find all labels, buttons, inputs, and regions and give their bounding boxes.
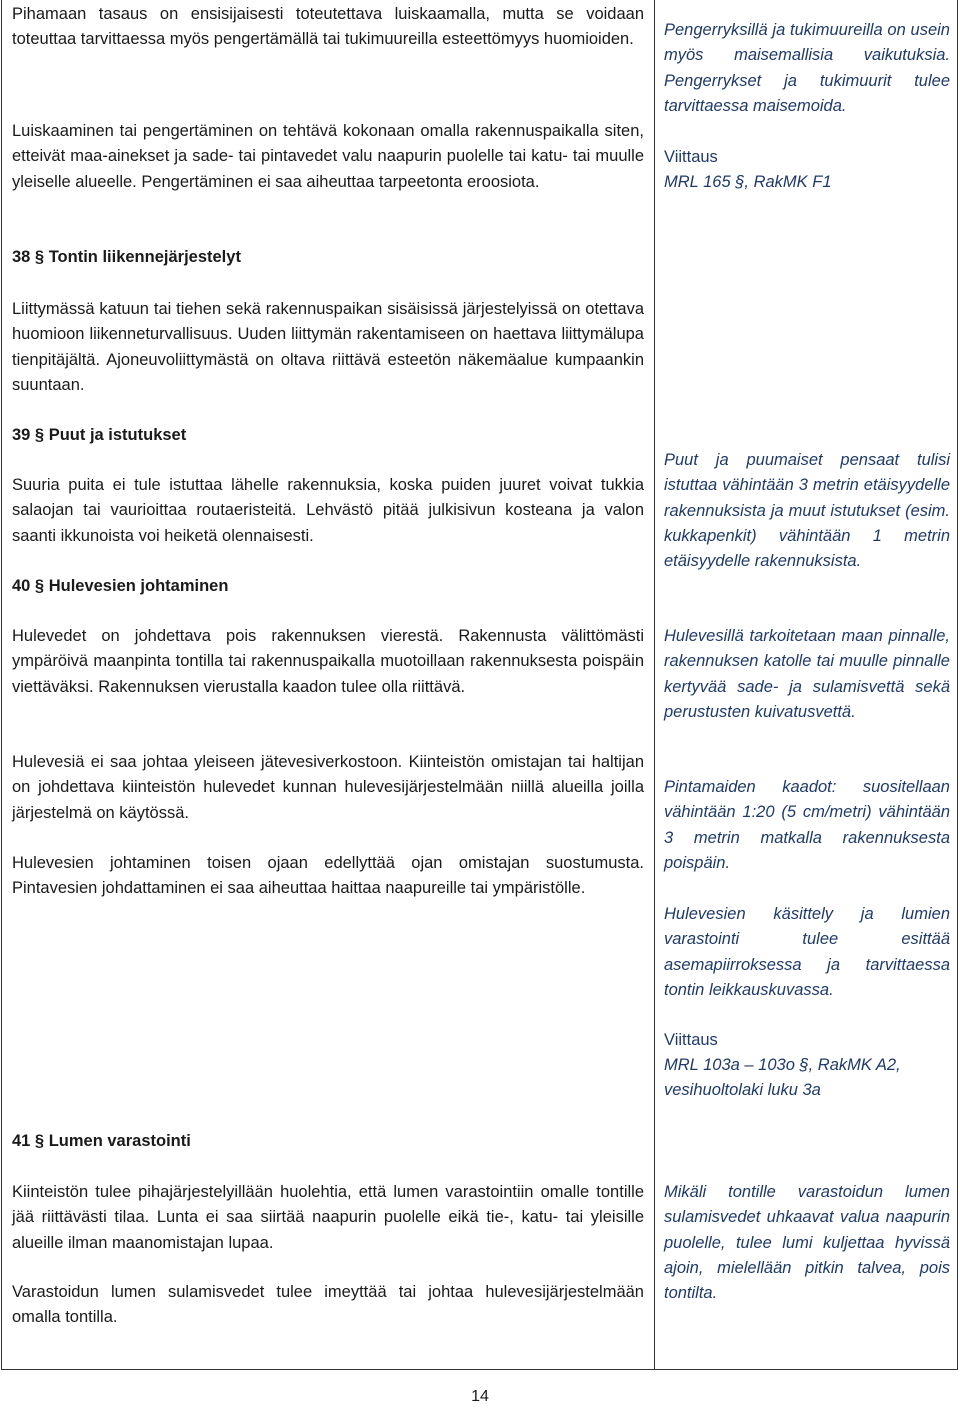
note-site-plan: Hulevesien käsittely ja lumien varastointi tulee esittää asemapiirroksessa ja tarvittaessa tontin leikkauskuvassa. xyxy=(664,905,950,999)
reference-label-text: Viittaus xyxy=(664,148,718,166)
reference-label-2 xyxy=(664,1028,950,1053)
page-number: 14 xyxy=(471,1388,489,1405)
intro-paragraph-1: Pihamaan tasaus on ensisijaisesti toteutettava luiskaamalla, mutta se voidaan toteuttaa tarvittaessa myös pengertämällä tai tukimuureilla esteettömyys huomioiden. xyxy=(12,5,644,49)
column-divider xyxy=(654,0,655,1370)
reference-text-2: MRL 103a – 103o §, RakMK A2, vesihuoltolaki luku 3a xyxy=(664,1056,901,1100)
section-40-paragraph-3: Hulevesien johtaminen toisen ojaan edellyttää ojan omistajan suostumusta. Pintavesien johdattaminen ei saa aiheuttaa haittaa naapureille tai ympäristölle. xyxy=(12,854,644,898)
note-embankments: Pengerryksillä ja tukimuureilla on usein myös maisemallisia vaikutuksia. Pengerrykset ja tukimuurit tulee tarvittaessa maisemoida. xyxy=(664,21,950,115)
section-41-heading: 41 § Lumen varastointi xyxy=(12,1132,191,1150)
intro-paragraph-2: Luiskaaminen tai pengertäminen on tehtävä kokonaan omalla rakennuspaikalla siten, etteivät maa-ainekset ja sade- tai pintavedet valu naapurin puolelle tai katu- tai muulle yleiselle alueelle. Pengertäminen ei saa aiheuttaa tarpeetonta eroosiota. xyxy=(12,122,644,191)
section-41-paragraph-2: Varastoidun lumen sulamisvedet tulee imeyttää tai johtaa hulevesijärjestelmään omalla tontilla. xyxy=(12,1283,644,1327)
note-trees: Puut ja puumaiset pensaat tulisi istuttaa vähintään 3 metrin etäisyydelle rakennuksista ja muut istutukset (esim. kukkapenkit) vähintään 1 metrin etäisyydelle rakennuksista. xyxy=(664,451,950,571)
section-38-paragraph: Liittymässä katuun tai tiehen sekä rakennuspaikan sisäisissä järjestelyissä on otettava huomioon liikenneturvallisuus. Uuden liittymän rakentamiseen on haettava liittymälupa tienpitäjältä. Ajoneuvoliittymästä on oltava riittävä esteetön näkemäalue kumpaankin suuntaan. xyxy=(12,300,644,394)
note-snow-melt: Mikäli tontille varastoidun lumen sulamisvedet uhkaavat valua naapurin puolelle, tulee lumi kuljettaa hyvissä ajoin, mielellään pitkin talvea, pois tontilta. xyxy=(664,1183,950,1303)
section-38-heading: 38 § Tontin liikennejärjestelyt xyxy=(12,248,241,266)
section-40-paragraph-2: Hulevesiä ei saa johtaa yleiseen jätevesiverkostoon. Kiinteistön omistajan tai haltijan on johdettava kiinteistön hulevedet kunnan hulevesijärjestelmään niillä alueilla joilla järjestelmä on käytössä. xyxy=(12,753,644,822)
section-39-paragraph: Suuria puita ei tule istuttaa lähelle rakennuksia, koska puiden juuret voivat tukkia salaojan tai vaurioittaa routaeristeitä. Lehvästö pitää julkisivun kosteana ja valon saanti ikkunoista voi heiketä olennaisesti. xyxy=(12,476,644,545)
reference-text: MRL 165 §, RakMK F1 xyxy=(664,173,832,191)
note-stormwater-definition: Hulevesillä tarkoitetaan maan pinnalle, rakennuksen katolle tai muulle pinnalle kertyvää sade- ja sulamisvettä sekä perustusten kuivatusvettä. xyxy=(664,627,950,721)
reference-label xyxy=(664,145,950,170)
note-surface-slope: Pintamaiden kaadot: suositellaan vähintään 1:20 (5 cm/metri) vähintään 3 metrin matkalla rakennuksesta poispäin. xyxy=(664,778,950,872)
section-40-heading: 40 § Hulevesien johtaminen xyxy=(12,577,229,595)
reference-label-2-text: Viittaus xyxy=(664,1031,718,1049)
section-39-heading: 39 § Puut ja istutukset xyxy=(12,426,187,444)
section-41-paragraph-1: Kiinteistön tulee pihajärjestelyillään huolehtia, että lumen varastointiin omalle tontille jää riittävästi tilaa. Lunta ei saa siirtää naapurin puolelle eikä tie-, katu- tai yleisille alueille ilman maanomistajan lupaa. xyxy=(12,1183,644,1252)
section-40-paragraph-1: Hulevedet on johdettava pois rakennuksen vierestä. Rakennusta välittömästi ympäröivä maanpinta tontilla tai rakennuspaikalla muotoillaan rakennuksesta poispäin viettäväksi. Rakennuksen vierustalla kaadon tulee olla riittävä. xyxy=(12,627,644,696)
